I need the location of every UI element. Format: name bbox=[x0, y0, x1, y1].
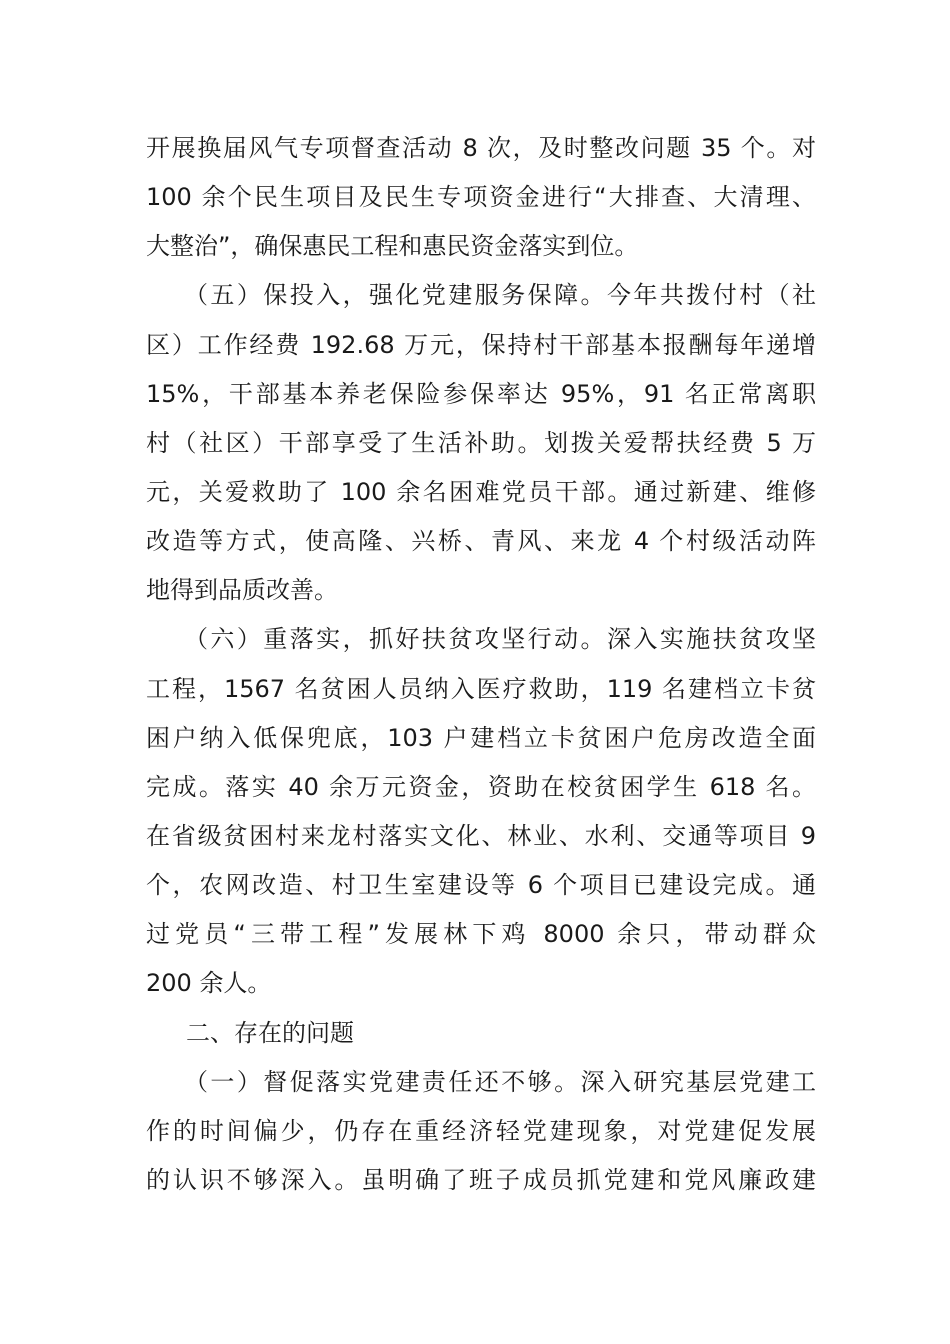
body-line: 地得到品质改善。 bbox=[146, 576, 338, 605]
body-line: 村（社区）干部享受了生活补助。划拨关爱帮扶经费 5 万 bbox=[146, 428, 816, 457]
problem-1-first-line: （一）督促落实党建责任还不够。深入研究基层党建工 bbox=[184, 1067, 816, 1096]
body-line: 开展换届风气专项督查活动 8 次，及时整改问题 35 个。对 bbox=[146, 134, 816, 162]
body-line: 完成。落实 40 余万元资金，资助在校贫困学生 618 名。 bbox=[146, 772, 816, 801]
body-line: 工程，1567 名贫困人员纳入医疗救助，119 名建档立卡贫 bbox=[146, 674, 816, 703]
body-line: 作的时间偏少，仍存在重经济轻党建现象，对党建促发展 bbox=[146, 1116, 816, 1145]
body-line: 200 余人。 bbox=[146, 969, 272, 998]
body-line: 100 余个民生项目及民生专项资金进行“大排查、大清理、 bbox=[146, 183, 816, 212]
body-line: 的认识不够深入。虽明确了班子成员抓党建和党风廉政建 bbox=[146, 1165, 816, 1194]
section-5-first-line: （五）保投入，强化党建服务保障。今年共拨付村（社 bbox=[184, 281, 816, 310]
body-line: 元，关爱救助了 100 余名困难党员干部。通过新建、维修 bbox=[146, 477, 816, 506]
body-line: 在省级贫困村来龙村落实文化、林业、水利、交通等项目 9 bbox=[146, 821, 816, 850]
section-heading: 二、存在的问题 bbox=[186, 1018, 354, 1047]
body-line: 个，农网改造、村卫生室建设等 6 个项目已建设完成。通 bbox=[146, 871, 816, 900]
body-line: 大整治”，确保惠民工程和惠民资金落实到位。 bbox=[146, 232, 639, 261]
body-line: 15%，干部基本养老保险参保率达 95%，91 名正常离职 bbox=[146, 379, 816, 408]
section-6-first-line: （六）重落实，抓好扶贫攻坚行动。深入实施扶贫攻坚 bbox=[184, 625, 816, 654]
body-line: 区）工作经费 192.68 万元，保持村干部基本报酬每年递增 bbox=[146, 330, 816, 359]
body-line: 改造等方式，使高隆、兴桥、青风、来龙 4 个村级活动阵 bbox=[146, 527, 816, 556]
body-line: 困户纳入低保兜底，103 户建档立卡贫困户危房改造全面 bbox=[146, 723, 816, 752]
document-body bbox=[146, 124, 816, 1205]
body-line: 过党员“三带工程”发展林下鸡 8000 余只，带动群众 bbox=[146, 920, 816, 949]
